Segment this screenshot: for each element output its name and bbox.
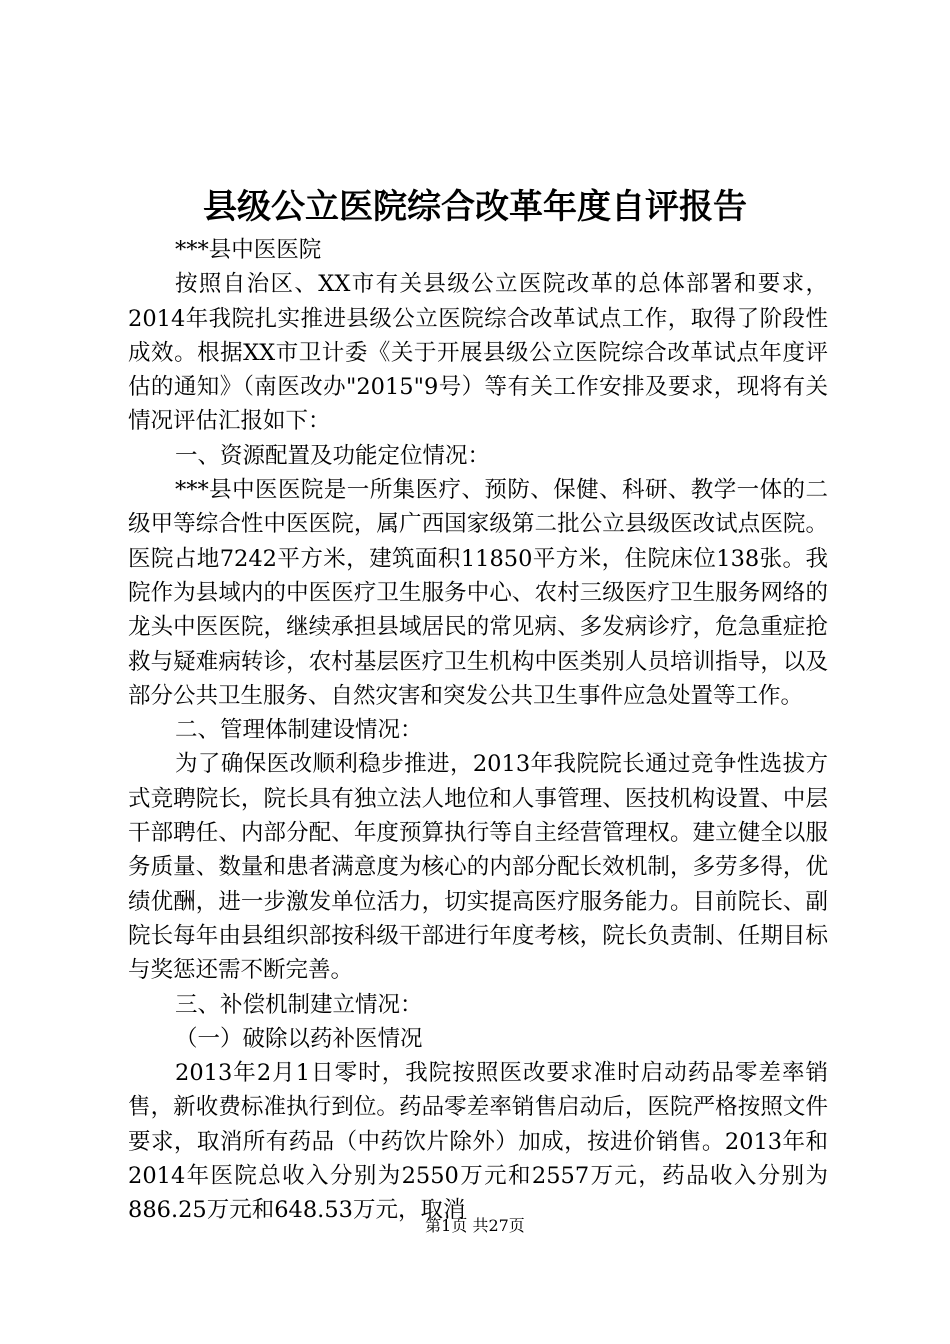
section-heading-compensation: 三、补偿机制建立情况： [175, 991, 423, 1018]
hospital-name-line: ***县中医医院 [175, 237, 322, 263]
section-heading-resources: 一、资源配置及功能定位情况： [175, 442, 491, 469]
resources-paragraph: ***县中医医院是一所集医疗、预防、保健、科研、教学一体的二级甲等综合性中医医院，属广西国家级第二批公立县级医改试点医院。医院占地7242平方米，建筑面积11850平方米，住院床位138张。我院作为县域内的中医医疗卫生服务中心、农村三级医疗卫生服务网络的龙头中医医院，继续承担县域居民的常见病、多发病诊疗，危急重症抢救与疑难病转诊，农村基层医疗卫生机构中医类别人员培训指导，以及部分公共卫生服务、自然灾害和突发公共卫生事件应急处置等工作。 [128, 477, 828, 709]
document-body [128, 233, 828, 1228]
intro-paragraph: 按照自治区、XX市有关县级公立医院改革的总体部署和要求，2014年我院扎实推进县级公立医院综合改革试点工作，取得了阶段性成效。根据XX市卫计委《关于开展县级公立医院综合改革试点年度评估的通知》（南医改办"2015"9号）等有关工作安排及要求，现将有关情况评估汇报如下： [128, 271, 828, 435]
management-paragraph: 为了确保医改顺利稳步推进，2013年我院院长通过竞争性选拔方式竞聘院长，院长具有独立法人地位和人事管理、医技机构设置、中层干部聘任、内部分配、年度预算执行等自主经营管理权。建立健全以服务质量、数量和患者满意度为核心的内部分配长效机制，多劳多得，优绩优酬，进一步激发单位活力，切实提高医疗服务能力。目前院长、副院长每年由县组织部按科级干部进行年度考核，院长负责制、任期目标与奖惩还需不断完善。 [128, 751, 828, 984]
drug-markup-paragraph: 2013年2月1日零时，我院按照医改要求准时启动药品零差率销售，新收费标准执行到位。药品零差率销售启动后，医院严格按照文件要求，取消所有药品（中药饮片除外）加成，按进价销售。2013年和2014年医院总收入分别为2550万元和2557万元，药品收入分别为886.25万元和648.53万元，取消 [128, 1060, 828, 1224]
page-title: 县级公立医院综合改革年度自评报告 [203, 187, 747, 227]
subsection-heading-drug-markup: （一）破除以药补医情况 [175, 1025, 423, 1052]
page-number-footer: 第1页 共27页 [425, 1216, 525, 1235]
section-heading-management: 二、管理体制建设情况： [175, 717, 423, 744]
